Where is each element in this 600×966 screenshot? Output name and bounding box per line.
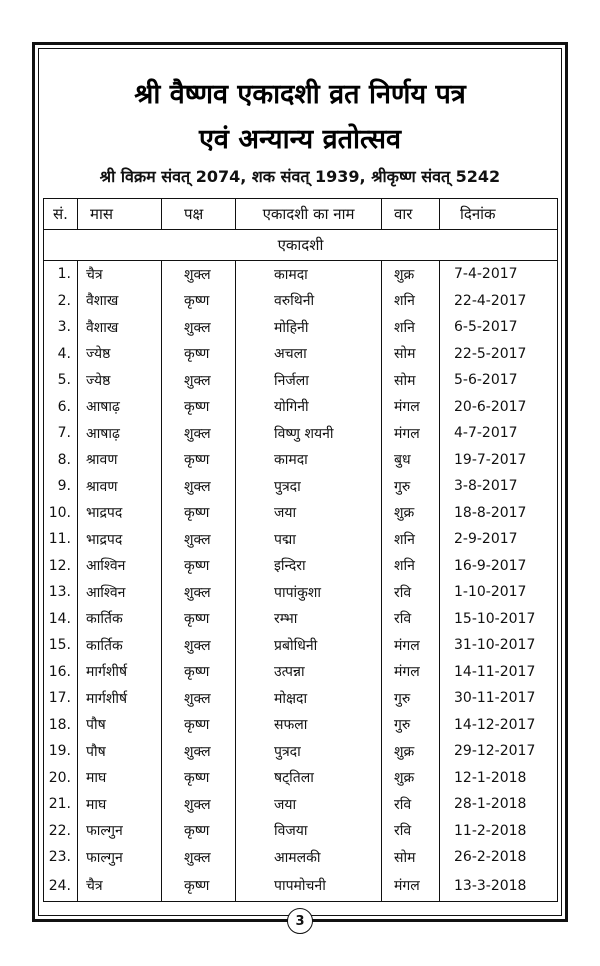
cell-ekadashi-name: पापांकुशा: [236, 579, 382, 606]
cell-paksha: कृष्ण: [162, 500, 236, 527]
cell-day: शनि: [382, 526, 440, 553]
cell-month: मार्गशीर्ष: [78, 685, 162, 712]
page-number: 3: [287, 908, 313, 934]
cell-day: शनि: [382, 314, 440, 341]
cell-date: 12-1-2018: [440, 765, 558, 792]
cell-serial: 12.: [44, 553, 78, 580]
cell-day: मंगल: [382, 632, 440, 659]
cell-date: 18-8-2017: [440, 500, 558, 527]
cell-date: 14-11-2017: [440, 659, 558, 686]
cell-ekadashi-name: आमलकी: [236, 844, 382, 871]
cell-day: गुरु: [382, 685, 440, 712]
table-row: [44, 341, 558, 368]
cell-day: शनि: [382, 288, 440, 315]
cell-day: सोम: [382, 844, 440, 871]
cell-ekadashi-name: इन्दिरा: [236, 553, 382, 580]
cell-paksha: कृष्ण: [162, 553, 236, 580]
table-row: [44, 447, 558, 474]
cell-date: 20-6-2017: [440, 394, 558, 421]
cell-day: मंगल: [382, 659, 440, 686]
cell-paksha: कृष्ण: [162, 394, 236, 421]
cell-month: श्रावण: [78, 447, 162, 474]
cell-paksha: शुक्ल: [162, 314, 236, 341]
cell-serial: 17.: [44, 685, 78, 712]
cell-ekadashi-name: जया: [236, 791, 382, 818]
cell-date: 22-4-2017: [440, 288, 558, 315]
cell-serial: 10.: [44, 500, 78, 527]
cell-month: आश्विन: [78, 553, 162, 580]
cell-paksha: शुक्ल: [162, 579, 236, 606]
table-row: [44, 314, 558, 341]
cell-serial: 14.: [44, 606, 78, 633]
table-body: [44, 261, 558, 902]
table-row: [44, 288, 558, 315]
cell-serial: 4.: [44, 341, 78, 368]
cell-date: 22-5-2017: [440, 341, 558, 368]
cell-ekadashi-name: पुत्रदा: [236, 473, 382, 500]
cell-date: 15-10-2017: [440, 606, 558, 633]
cell-serial: 19.: [44, 738, 78, 765]
cell-ekadashi-name: मोक्षदा: [236, 685, 382, 712]
cell-date: 2-9-2017: [440, 526, 558, 553]
column-header-serial: सं.: [44, 199, 78, 230]
cell-date: 31-10-2017: [440, 632, 558, 659]
page-title: श्री वैष्णव एकादशी व्रत निर्णय पत्र: [134, 79, 466, 110]
cell-paksha: शुक्ल: [162, 632, 236, 659]
cell-serial: 1.: [44, 261, 78, 288]
cell-day: शुक्र: [382, 765, 440, 792]
cell-month: आषाढ़: [78, 420, 162, 447]
column-header-day: वार: [382, 199, 440, 230]
cell-serial: 13.: [44, 579, 78, 606]
cell-serial: 15.: [44, 632, 78, 659]
cell-paksha: शुक्ल: [162, 473, 236, 500]
cell-ekadashi-name: विजया: [236, 818, 382, 845]
cell-date: 6-5-2017: [440, 314, 558, 341]
cell-serial: 2.: [44, 288, 78, 315]
cell-ekadashi-name: षट्तिला: [236, 765, 382, 792]
table-row: [44, 685, 558, 712]
cell-paksha: कृष्ण: [162, 818, 236, 845]
table-row: [44, 791, 558, 818]
page-title-line2: एवं अन्यान्य व्रतोत्सव: [199, 124, 401, 155]
cell-serial: 3.: [44, 314, 78, 341]
table-row: [44, 738, 558, 765]
cell-ekadashi-name: जया: [236, 500, 382, 527]
cell-day: मंगल: [382, 420, 440, 447]
cell-ekadashi-name: कामदा: [236, 447, 382, 474]
table-row: [44, 500, 558, 527]
table-row: [44, 818, 558, 845]
cell-serial: 16.: [44, 659, 78, 686]
cell-ekadashi-name: प्रबोधिनी: [236, 632, 382, 659]
cell-paksha: शुक्ल: [162, 791, 236, 818]
table-row: [44, 367, 558, 394]
cell-day: शनि: [382, 553, 440, 580]
table-row: [44, 553, 558, 580]
table-row: [44, 579, 558, 606]
cell-serial: 22.: [44, 818, 78, 845]
ekadashi-table: [43, 198, 558, 902]
cell-day: सोम: [382, 341, 440, 368]
cell-month: माघ: [78, 765, 162, 792]
table-row: [44, 871, 558, 902]
cell-serial: 5.: [44, 367, 78, 394]
cell-date: 14-12-2017: [440, 712, 558, 739]
cell-day: गुरु: [382, 712, 440, 739]
cell-ekadashi-name: पद्मा: [236, 526, 382, 553]
cell-ekadashi-name: पापमोचनी: [236, 871, 382, 902]
cell-month: मार्गशीर्ष: [78, 659, 162, 686]
cell-day: गुरु: [382, 473, 440, 500]
cell-date: 7-4-2017: [440, 261, 558, 288]
cell-date: 29-12-2017: [440, 738, 558, 765]
cell-paksha: कृष्ण: [162, 606, 236, 633]
cell-paksha: शुक्ल: [162, 261, 236, 288]
cell-month: भाद्रपद: [78, 526, 162, 553]
cell-date: 28-1-2018: [440, 791, 558, 818]
cell-ekadashi-name: रम्भा: [236, 606, 382, 633]
cell-month: चैत्र: [78, 871, 162, 902]
cell-paksha: शुक्ल: [162, 844, 236, 871]
cell-month: भाद्रपद: [78, 500, 162, 527]
table-caption-row: [44, 230, 558, 261]
cell-month: फाल्गुन: [78, 818, 162, 845]
cell-date: 19-7-2017: [440, 447, 558, 474]
cell-month: पौष: [78, 712, 162, 739]
cell-day: मंगल: [382, 394, 440, 421]
column-header-ekadashi-name: एकादशी का नाम: [236, 199, 382, 230]
cell-day: रवि: [382, 791, 440, 818]
cell-paksha: कृष्ण: [162, 712, 236, 739]
cell-paksha: कृष्ण: [162, 288, 236, 315]
cell-ekadashi-name: निर्जला: [236, 367, 382, 394]
cell-ekadashi-name: सफला: [236, 712, 382, 739]
cell-month: ज्येष्ठ: [78, 367, 162, 394]
column-header-month: मास: [78, 199, 162, 230]
cell-month: ज्येष्ठ: [78, 341, 162, 368]
cell-day: मंगल: [382, 871, 440, 902]
cell-month: माघ: [78, 791, 162, 818]
cell-serial: 9.: [44, 473, 78, 500]
table-row: [44, 606, 558, 633]
cell-ekadashi-name: वरुथिनी: [236, 288, 382, 315]
cell-date: 26-2-2018: [440, 844, 558, 871]
cell-month: वैशाख: [78, 314, 162, 341]
column-header-paksha: पक्ष: [162, 199, 236, 230]
cell-ekadashi-name: योगिनी: [236, 394, 382, 421]
cell-serial: 24.: [44, 871, 78, 902]
cell-serial: 18.: [44, 712, 78, 739]
cell-date: 5-6-2017: [440, 367, 558, 394]
column-header-date: दिनांक: [440, 199, 558, 230]
table-row: [44, 473, 558, 500]
table-row: [44, 659, 558, 686]
table-row: [44, 765, 558, 792]
table-row: [44, 712, 558, 739]
table-row: [44, 261, 558, 288]
cell-paksha: शुक्ल: [162, 420, 236, 447]
cell-ekadashi-name: उत्पन्ना: [236, 659, 382, 686]
cell-serial: 21.: [44, 791, 78, 818]
cell-day: सोम: [382, 367, 440, 394]
cell-month: फाल्गुन: [78, 844, 162, 871]
cell-day: रवि: [382, 579, 440, 606]
cell-day: शुक्र: [382, 500, 440, 527]
cell-month: आश्विन: [78, 579, 162, 606]
samvat-subtitle: श्री विक्रम संवत् 2074, शक संवत् 1939, श्रीकृष्ण संवत् 5242: [99, 167, 501, 186]
cell-month: पौष: [78, 738, 162, 765]
cell-date: 30-11-2017: [440, 685, 558, 712]
cell-date: 4-7-2017: [440, 420, 558, 447]
cell-serial: 8.: [44, 447, 78, 474]
cell-month: चैत्र: [78, 261, 162, 288]
cell-paksha: शुक्ल: [162, 685, 236, 712]
cell-month: श्रावण: [78, 473, 162, 500]
table-row: [44, 526, 558, 553]
cell-ekadashi-name: विष्णु शयनी: [236, 420, 382, 447]
cell-serial: 23.: [44, 844, 78, 871]
cell-serial: 11.: [44, 526, 78, 553]
cell-ekadashi-name: पुत्रदा: [236, 738, 382, 765]
cell-day: बुध: [382, 447, 440, 474]
cell-day: रवि: [382, 606, 440, 633]
cell-paksha: कृष्ण: [162, 871, 236, 902]
cell-serial: 6.: [44, 394, 78, 421]
table-row: [44, 632, 558, 659]
table-row: [44, 394, 558, 421]
table-row: [44, 844, 558, 871]
cell-ekadashi-name: मोहिनी: [236, 314, 382, 341]
cell-day: शुक्र: [382, 261, 440, 288]
cell-paksha: कृष्ण: [162, 659, 236, 686]
cell-day: शुक्र: [382, 738, 440, 765]
cell-ekadashi-name: अचला: [236, 341, 382, 368]
cell-ekadashi-name: कामदा: [236, 261, 382, 288]
cell-paksha: शुक्ल: [162, 367, 236, 394]
cell-date: 13-3-2018: [440, 871, 558, 902]
cell-month: वैशाख: [78, 288, 162, 315]
cell-month: आषाढ़: [78, 394, 162, 421]
cell-paksha: कृष्ण: [162, 341, 236, 368]
cell-serial: 20.: [44, 765, 78, 792]
cell-day: रवि: [382, 818, 440, 845]
ekadashi-table-container: [43, 198, 557, 902]
cell-date: 16-9-2017: [440, 553, 558, 580]
cell-month: कार्तिक: [78, 632, 162, 659]
cell-date: 1-10-2017: [440, 579, 558, 606]
table-caption: एकादशी: [44, 230, 558, 261]
cell-paksha: कृष्ण: [162, 447, 236, 474]
cell-paksha: शुक्ल: [162, 738, 236, 765]
table-header-row: [44, 199, 558, 230]
cell-serial: 7.: [44, 420, 78, 447]
cell-date: 11-2-2018: [440, 818, 558, 845]
cell-date: 3-8-2017: [440, 473, 558, 500]
cell-paksha: कृष्ण: [162, 765, 236, 792]
cell-paksha: शुक्ल: [162, 526, 236, 553]
table-row: [44, 420, 558, 447]
cell-month: कार्तिक: [78, 606, 162, 633]
